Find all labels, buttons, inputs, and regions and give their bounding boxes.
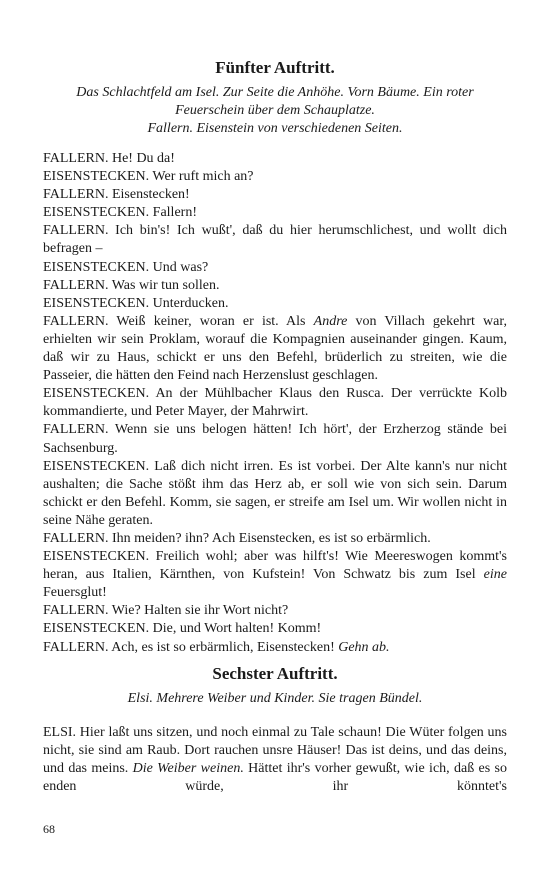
- emphasis-text: Andre: [313, 313, 348, 329]
- dialogue-line: EISENSTECKEN. Wer ruft mich an?: [43, 169, 254, 185]
- dialogue-line: EISENSTECKEN. Die, und Wort halten! Komm!: [43, 621, 322, 637]
- scene-5-dialogue: [43, 150, 507, 657]
- stage-direction-line: Feuerschein über dem Schauplatze.: [175, 103, 375, 118]
- emphasis-text: Die Weiber weinen.: [132, 761, 244, 777]
- dialogue-line: FALLERN. Was wir tun sollen.: [43, 277, 220, 293]
- stage-direction-line: Elsi. Mehrere Weiber und Kinder. Sie tragen Bündel.: [127, 691, 423, 706]
- dialogue-line: EISENSTECKEN. Freilich wohl; aber was hilft's! Wie Meereswogen kommt's heran, aus Italien, Kärnthen, von Kufstein! Von Schwatz bis zum Isel eine Feuersglut!: [43, 549, 507, 601]
- emphasis-text: Gehn ab.: [338, 639, 390, 655]
- dialogue-line: FALLERN. Ihn meiden? ihn? Ach Eisenstecken, es ist so erbärmlich.: [43, 530, 431, 546]
- stage-direction-line: Fallern. Eisenstein von verschiedenen Seiten.: [147, 121, 403, 136]
- stage-direction-line: Das Schlachtfeld am Isel. Zur Seite die Anhöhe. Vorn Bäume. Ein roter: [76, 85, 474, 100]
- scene-6-dialogue: [43, 724, 507, 796]
- page-number: 68: [43, 822, 55, 836]
- scene-5-stage-direction: [43, 84, 507, 138]
- dialogue-line: FALLERN. Wenn sie uns belogen hätten! Ich hört', der Erzherzog stände bei Sachsenburg.: [43, 422, 507, 456]
- dialogue-line: FALLERN. Ich bin's! Ich wußt', daß du hier herumschlichest, und wollt dich befragen –: [43, 223, 507, 257]
- dialogue-line: EISENSTECKEN. Und was?: [43, 259, 209, 275]
- dialogue-line: FALLERN. Weiß keiner, woran er ist. Als Andre von Villach gekehrt war, erhielten wir sein Proklam, worauf die Kompagnien auseinander gingen. Kaum, daß wir zu Haus, schickt er uns den Befehl, brüderlich zu streiten, wie die Passeier, die hätten den Feind nach Herzenslust geschlagen.: [43, 313, 507, 384]
- dialogue-line: FALLERN. Ach, es ist so erbärmlich, Eisenstecken! Gehn ab.: [43, 639, 390, 655]
- dialogue-line: EISENSTECKEN. Unterducken.: [43, 295, 229, 311]
- scene-6-stage-direction: [43, 690, 507, 708]
- dialogue-line: EISENSTECKEN. Laß dich nicht irren. Es ist vorbei. Der Alte kann's nur nicht aushalten; die Sache stößt ihm das Herz ab, er soll wie von sich sein. Darum schickt er den Befehl. Komm, sie sagen, er streife am Isel um. Wir wollen nicht in seine Nähe geraten.: [43, 458, 507, 528]
- scene-6-title: Sechster Auftritt.: [212, 664, 338, 683]
- dialogue-line: EISENSTECKEN. Fallern!: [43, 205, 197, 221]
- scene-5-title: Fünfter Auftritt.: [215, 58, 335, 77]
- dialogue-line: ELSI. Hier laßt uns sitzen, und noch einmal zu Tale schaun! Die Wüter folgen uns nicht, sie sind am Raub. Dort rauchen unsre Häuser! Das ist deins, und das deins, und das meins. Die Weiber weinen. Hättet ihr's vorher gewußt, wie ich, daß es so enden würde, ihr könntet's: [43, 725, 508, 795]
- dialogue-line: FALLERN. He! Du da!: [43, 151, 175, 166]
- dialogue-line: FALLERN. Wie? Halten sie ihr Wort nicht?: [43, 603, 289, 619]
- emphasis-text: eine: [483, 567, 507, 583]
- dialogue-line: EISENSTECKEN. An der Mühlbacher Klaus den Rusca. Der verrückte Kolb kommandierte, und Peter Mayer, der Mahrwirt.: [43, 386, 507, 420]
- dialogue-line: FALLERN. Eisenstecken!: [43, 187, 190, 203]
